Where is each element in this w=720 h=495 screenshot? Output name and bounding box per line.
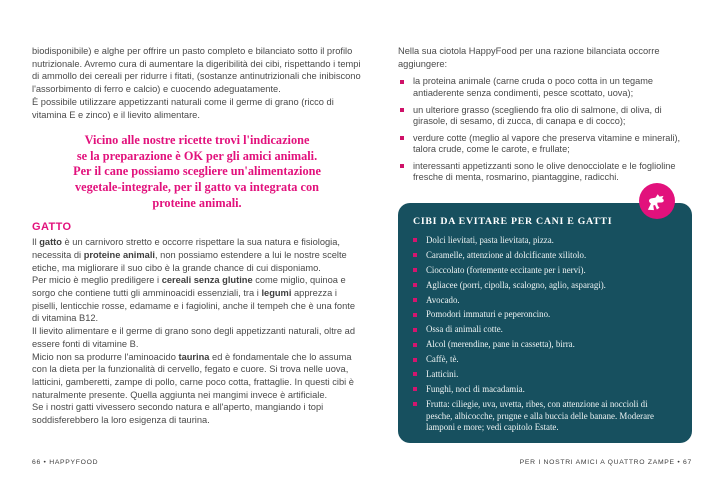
bullet-square-icon <box>413 343 417 347</box>
paragraph: Il lievito alimentare e il germe di grano sono degli appetizzanti naturali, oltre ad essere fonti di vitamine B. <box>32 326 355 349</box>
intro-paragraph: Nella sua ciotola HappyFood per una razione bilanciata occorre aggiungere: <box>398 46 660 69</box>
bullet-square-icon <box>413 402 417 406</box>
list-item <box>398 161 694 185</box>
callout-line: Per il cane possiamo scegliere un'alimentazione <box>73 164 321 179</box>
bullet-square-icon <box>400 108 404 112</box>
list-item-text: Ossa di animali cotte. <box>426 324 503 335</box>
bullet-square-icon <box>413 313 417 317</box>
list-item <box>413 295 674 307</box>
avoid-list <box>413 235 674 434</box>
paragraph: Per micio è meglio prediligere i cereali senza glutine come miglio, quinoa e sorgo che contiene tutti gli amminoacidi essenziali, tra i legumi apprezza i piselli, lenticchie rosse, edamame e i fagiolini, anche il tempeh che è una fonte di vitamina B12. <box>32 275 355 324</box>
list-item-text: verdure cotte (meglio al vapore che preserva vitamine e minerali), talora crude, come le carote, e frullate; <box>413 132 681 155</box>
list-item <box>413 265 674 277</box>
list-item-text: Funghi, noci di macadamia. <box>426 383 525 394</box>
paragraph: È possibile utilizzare appetizzanti naturali come il germe di grano (ricco di vitamina E e zinco) e il lievito alimentare. <box>32 96 334 120</box>
paragraph: Micio non sa produrre l'aminoacido taurina ed è fondamentale che lo assuma con la dieta per la funzionalità di cervello, fegato e cuore. Si trova nelle uova, latticini, gamberetti, zampe di pollo, carne poco cotta, frattaglie. In questi cibi è naturalmente presente. Quella aggiunta nei mangimi invece è artificiale. <box>32 351 354 400</box>
avoid-box-title: CIBI DA EVITARE PER CANI E GATTI <box>413 216 613 227</box>
bullet-square-icon <box>413 268 417 272</box>
list-item-text: Latticini. <box>426 369 459 380</box>
leaping-cat-icon <box>639 183 675 219</box>
ration-list <box>398 76 694 184</box>
list-item <box>413 324 674 336</box>
list-item-text: Cioccolato (fortemente eccitante per i nervi). <box>426 264 586 275</box>
bullet-square-icon <box>400 80 404 84</box>
list-item-text: Dolci lievitati, pasta lievitata, pizza. <box>426 235 554 245</box>
list-item <box>413 250 674 262</box>
callout-line: proteine animali. <box>152 195 242 210</box>
bullet-square-icon <box>413 298 417 302</box>
section-heading-gatto: GATTO <box>32 221 72 234</box>
footer-left: 66 • HAPPYFOOD <box>32 459 99 466</box>
bullet-square-icon <box>413 328 417 332</box>
list-item <box>413 309 674 321</box>
list-item <box>413 399 674 434</box>
list-item <box>398 105 694 129</box>
right-page <box>398 45 694 189</box>
paragraph: biodisponibile) e alghe per offrire un pasto completo e bilanciato sotto il profilo nutrizionale. Avremo cura di aumentare la digeribilità dei cibi, rispettando i tempi di ammollo dei cereali per ridurre i fitati, (sostanze antinutrizionali che inibiscono l'assorbimento di ferro e calcio) e cuocendo adeguatamente. <box>32 46 361 95</box>
list-item-text: la proteina animale (carne cruda o poco cotta in un tegame antiaderente senza condimenti, pesce scottato, uova); <box>413 76 654 99</box>
list-item <box>413 369 674 381</box>
list-item <box>413 384 674 396</box>
bullet-square-icon <box>413 387 417 391</box>
paragraph: Se i nostri gatti vivessero secondo natura e all'aperto, mangiando i topi soddisferebbero la loro esigenza di taurina. <box>32 402 324 426</box>
list-item-text: Caramelle, attenzione al dolcificante xilitolo. <box>426 249 587 260</box>
list-item <box>398 133 694 157</box>
list-item-text: un ulteriore grasso (scegliendo fra olio di salmone, di oliva, di girasole, di sesamo, di zucca, di canapa e di cocco); <box>413 104 662 127</box>
list-item-text: Agliacee (porri, cipolla, scalogno, aglio, asparagi). <box>426 279 606 290</box>
list-item-text: Pomodori immaturi e peperoncino. <box>426 309 551 320</box>
left-page <box>32 45 362 427</box>
list-item-text: Avocado. <box>426 294 460 305</box>
footer-right: PER I NOSTRI AMICI A QUATTRO ZAMPE • 67 <box>519 459 692 466</box>
list-item <box>413 280 674 292</box>
callout-line: se la preparazione è OK per gli amici animali. <box>76 148 318 163</box>
avoid-box <box>398 203 692 443</box>
list-item <box>398 76 694 100</box>
bullet-square-icon <box>413 238 417 242</box>
paragraph: Il gatto è un carnivoro stretto e occorre rispettare la sua natura e fisiologia, necessita di proteine animali, non possiamo estendere a lui le nostre scelte etiche, ma migliorare il suo cibo è la grande chance di cui disponiamo. <box>32 237 347 273</box>
list-item-text: Alcol (merendine, pane in cassetta), birra. <box>426 339 575 350</box>
bullet-square-icon <box>400 136 404 140</box>
list-item-text: Frutta: ciliegie, uva, uvetta, ribes, con attenzione ai noccioli di pesche, albicocche, prugne e alla buccia delle banane. Moderare lamponi e more; vedi capitolo Estate. <box>426 398 654 433</box>
list-item-text: interessanti appetizzanti sono le olive denocciolate e le foglioline fresche di menta, rosmarino, piantaggine, radicchi. <box>413 160 676 183</box>
list-item <box>413 354 674 366</box>
list-item-text: Caffè, tè. <box>426 354 459 365</box>
bullet-square-icon <box>413 372 417 376</box>
callout-line: Vicino alle nostre ricette trovi l'indicazione <box>84 133 310 148</box>
list-item <box>413 235 674 247</box>
bullet-square-icon <box>400 164 404 168</box>
bullet-square-icon <box>413 283 417 287</box>
callout-line: vegetale-integrale, per il gatto va integrata con <box>75 180 319 194</box>
bullet-square-icon <box>413 358 417 362</box>
bullet-square-icon <box>413 253 417 257</box>
callout <box>32 133 362 211</box>
list-item <box>413 339 674 351</box>
